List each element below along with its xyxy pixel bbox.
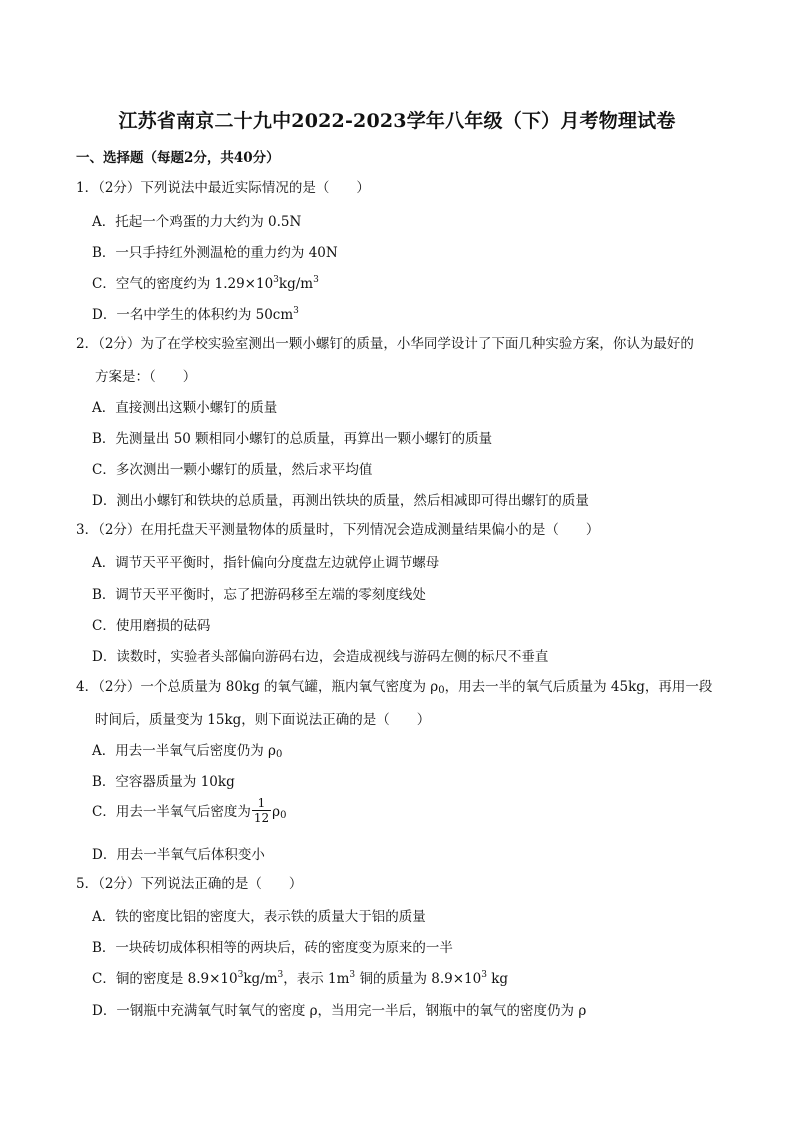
q4-option-d: D．用去一半氧气后体积变小	[92, 847, 265, 863]
superscript: 3	[293, 306, 299, 316]
q5-option-d: D．一钢瓶中充满氧气时氧气的密度 ρ，当用完一半后，钢瓶中的氧气的密度仍为 ρ	[92, 1003, 587, 1019]
option-text: kg/m	[278, 276, 314, 292]
q2-option-a: A．直接测出这颗小螺钉的质量	[92, 400, 278, 416]
question-number: 4．	[76, 679, 99, 695]
option-text: C．用去一半氧气后密度为	[92, 804, 251, 820]
question-stem: （2分）一个总质量为 80kg 的氧气罐，瓶内氧气密度为 ρ	[98, 679, 439, 695]
question-number: 3．	[76, 522, 99, 538]
superscript: 3	[237, 970, 244, 980]
subscript: 0	[438, 685, 445, 696]
q3-option-a: A．调节天平平衡时，指针偏向分度盘左边就停止调节螺母	[92, 555, 440, 571]
q3-option-b: B．调节天平平衡时，忘了把游码移至左端的零刻度线处	[92, 587, 426, 603]
fraction-denominator: 12	[253, 811, 270, 825]
question-stem: （2分）下列说法正确的是（ ）	[98, 876, 303, 892]
q4-option-b: B．空容器质量为 10kg	[92, 774, 235, 790]
fraction-numerator: 1	[252, 796, 271, 811]
question-4-continued: 时间后，质量变为 15kg，则下面说法正确的是（ ）	[95, 712, 431, 728]
question-stem: （2分）下列说法中最近实际情况的是（ ）	[98, 180, 370, 196]
q5-option-c	[92, 967, 508, 987]
q2-option-d: D．测出小螺钉和铁块的总质量，再测出铁块的质量，然后相减即可得出螺钉的质量	[92, 493, 589, 509]
superscript: 3	[313, 275, 319, 285]
q1-option-a: A．托起一个鸡蛋的力大约为 0.5N	[92, 214, 302, 230]
q2-option-b: B．先测量出 50 颗相同小螺钉的总质量，再算出一颗小螺钉的质量	[92, 431, 493, 447]
question-3	[76, 520, 599, 540]
q1-option-d	[92, 303, 299, 323]
q1-option-b: B．一只手持红外测温枪的重力约为 40N	[92, 245, 338, 261]
option-text: 铜的质量为 8.9×10	[355, 971, 482, 987]
question-5	[76, 874, 302, 894]
question-stem: ，用去一半的氧气后质量为 45kg，再用一段	[444, 679, 713, 695]
q3-option-c: C．使用磨损的砝码	[92, 618, 211, 634]
question-number: 5．	[76, 876, 99, 892]
exam-title: 江苏省南京二十九中2022-2023学年八年级（下）月考物理试卷	[118, 110, 676, 132]
question-2	[76, 334, 694, 354]
option-text: kg/m	[243, 971, 278, 987]
rho-symbol: ρ	[272, 804, 281, 820]
option-text: C．空气的密度约为 1.29×10	[92, 276, 274, 292]
q5-option-b: B．一块砖切成体积相等的两块后，砖的密度变为原来的一半	[92, 940, 453, 956]
fraction	[252, 796, 271, 825]
question-2-continued: 方案是：（ ）	[95, 369, 197, 385]
superscript: 3	[273, 275, 279, 285]
question-1	[76, 178, 370, 198]
subscript: 0	[275, 749, 283, 760]
question-stem: （2分）在用托盘天平测量物体的质量时，下列情况会造成测量结果偏小的是（ ）	[98, 522, 600, 538]
option-text: D．一名中学生的体积约为 50cm	[92, 307, 294, 323]
superscript: 3	[349, 970, 356, 980]
q1-option-c	[92, 272, 319, 292]
q5-option-a: A．铁的密度比铝的密度大，表示铁的质量大于铝的质量	[92, 909, 426, 925]
section-heading: 一、选择题（每题2分，共40分）	[76, 150, 280, 166]
option-text: ，表示 1m	[283, 971, 350, 987]
option-text: kg	[486, 971, 509, 987]
question-number: 2．	[76, 336, 99, 352]
option-text: A．用去一半氧气后密度仍为 ρ	[92, 743, 276, 759]
superscript: 3	[481, 970, 487, 980]
question-4	[76, 677, 712, 697]
q3-option-d: D．读数时，实验者头部偏向游码右边，会造成视线与游码左侧的标尺不垂直	[92, 649, 549, 665]
superscript: 3	[277, 970, 284, 980]
question-stem: （2分）为了在学校实验室测出一颗小螺钉的质量，小华同学设计了下面几种实验方案，你认为最好的	[98, 336, 694, 352]
question-number: 1．	[76, 180, 99, 196]
subscript: 0	[280, 810, 287, 821]
q2-option-c: C．多次测出一颗小螺钉的质量，然后求平均值	[92, 462, 373, 478]
q4-option-a	[92, 739, 282, 759]
option-text: C．铜的密度是 8.9×10	[92, 971, 238, 987]
q4-option-c	[92, 798, 286, 827]
